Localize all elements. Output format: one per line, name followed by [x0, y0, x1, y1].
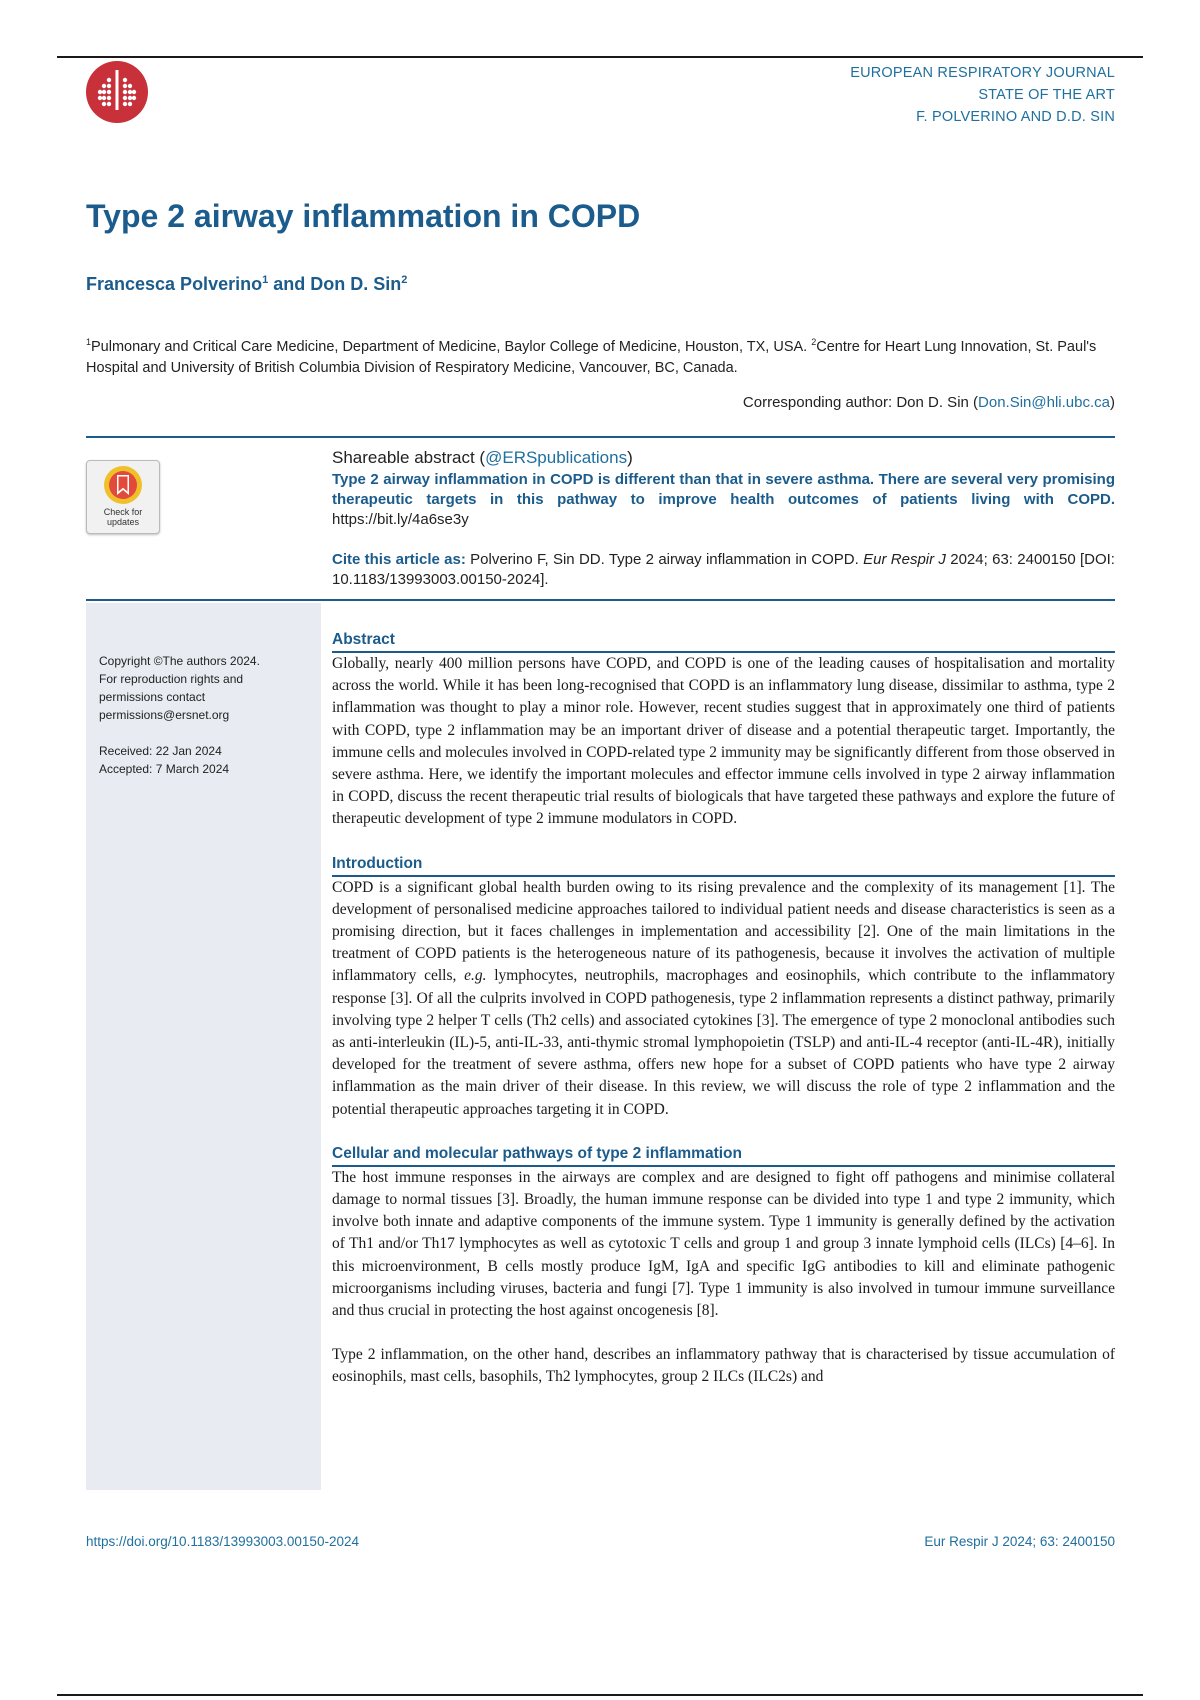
- affil1-marker: 1: [86, 337, 92, 347]
- journal-name: EUROPEAN RESPIRATORY JOURNAL: [850, 65, 1115, 81]
- shareable-text-block: [332, 470, 1115, 530]
- shareable-heading: [332, 448, 1115, 468]
- type2-inflammation-text: Type 2 inflammation, on the other hand, describes an inflammatory pathway that is characterised by tissue accumulation of eosinophils, mast cells, basophils, Th2 lymphocytes, group 2 ILCs (ILC2s) and: [332, 1346, 1115, 1386]
- copyright-line-2: For reproduction rights and: [99, 672, 244, 686]
- cellular-pathways-text: The host immune responses in the airways are complex and are designed to fight off pathogens and minimise collateral damage to normal tissues [3]. Broadly, the human immune response can be divided into type 1 and type 2 immunity, which involve both innate and adaptive components of the immune system. Type 1 immunity is generally defined by the activation of Th1 and/or Th17 lymphocytes as well as cytotoxic T cells and group 1 and group 3 innate lymphoid cells (ILCs) [4–6]. In this microenvironment, B cells mostly produce IgM, IgA and specific IgG antibodies to kill and eliminate pathogenic microorganisms including viruses, bacteria and fungi [7]. Type 1 immunity is also involved in tumour immune surveillance and thus crucial in protecting the host against oncogenesis [8].: [332, 1168, 1115, 1320]
- author1-affil-marker: 1: [262, 274, 269, 286]
- bottom-rule: [57, 1694, 1143, 1696]
- abstract-heading: Abstract: [332, 629, 1115, 653]
- corresponding-email-link[interactable]: Don.Sin@hli.ubc.ca: [978, 394, 1110, 411]
- cellular-pathways-heading: Cellular and molecular pathways of type 2 inflammation: [332, 1143, 1115, 1167]
- shareable-heading-prefix: Shareable abstract (: [332, 448, 486, 467]
- author-polverino[interactable]: Francesca Polverino: [86, 274, 263, 294]
- cite-text: Polverino F, Sin DD. Type 2 airway inflammation in COPD.: [470, 551, 859, 568]
- intro-text-part-a: COPD is a significant global health burden owing to its rising prevalence and the complexity of its management [1]. The development of personalised medicine approaches tailored to individual patient needs and disease characteristics is seen as a promising direction, but it faces challenges in implementation and accessibility [2]. One of the main limitations in the treatment of COPD patients is the heterogeneous nature of its pathogenesis, because it involves the activation of multiple inflammatory cells,: [332, 878, 1115, 985]
- shareable-text: Type 2 airway inflammation in COPD is different than that in severe asthma. There are several very promising therapeutic targets in this pathway to improve health outcomes of patients living with COPD.: [332, 471, 1115, 508]
- permissions-email-link[interactable]: permissions@ersnet.org: [99, 708, 230, 722]
- running-authors: F. POLVERINO AND D.D. SIN: [916, 109, 1115, 125]
- cite-label: Cite this article as:: [332, 551, 466, 568]
- author-joiner: and: [268, 274, 311, 294]
- article-title: Type 2 airway inflammation in COPD: [86, 198, 641, 234]
- footer-doi-link[interactable]: https://doi.org/10.1183/13993003.00150-2024: [86, 1534, 359, 1549]
- introduction-heading: Introduction: [332, 853, 1115, 877]
- copyright-line-1: Copyright ©The authors 2024.: [99, 654, 260, 668]
- author-sin[interactable]: Don D. Sin: [310, 274, 402, 294]
- corresponding-prefix: Corresponding author: Don D. Sin (: [742, 394, 979, 411]
- shareable-heading-suffix: ): [627, 448, 633, 467]
- footer-citation: Eur Respir J 2024; 63: 2400150: [924, 1534, 1115, 1549]
- ers-logo: [85, 60, 149, 124]
- received-date: Received: 22 Jan 2024: [99, 744, 222, 758]
- divider-top: [86, 436, 1115, 438]
- abstract-text: Globally, nearly 400 million persons have COPD, and COPD is one of the leading causes of hospitalisation and mortality across the world. While it has been long-recognised that COPD is an inflammatory lung disease, dissimilar to asthma, type 2 inflammation was thought to play a minor role. However, recent studies suggest that in approximately one third of patients with COPD, type 2 inflammation may be an important driver of disease and a potential therapeutic target. Importantly, the immune cells and molecules involved in COPD-related type 2 immunity may be significantly different from those observed in severe asthma. Here, we identify the important molecules and effector immune cells involved in type 2 airway inflammation in COPD, discuss the recent therapeutic trial results of biologicals that have targeted these pathways and explore the future of therapeutic development of type 2 immune modulators in COPD.: [332, 655, 1115, 828]
- journal-header: [850, 62, 1115, 128]
- intro-italic: e.g.: [464, 967, 487, 985]
- cite-details: 2024; 63: 2400150 [DOI: 10.1183/13993003.00150-2024].: [332, 551, 1115, 588]
- author-list: [86, 274, 407, 295]
- intro-text-part-b: lymphocytes, neutrophils, macrophages and eosinophils, which contribute to the inflammatory response [3]. Of all the culprits involved in COPD pathogenesis, type 2 inflammation represents a distinct pathway, primarily involving type 2 helper T cells (Th2 cells) and associated cytokines [3]. The emergence of type 2 monoclonal antibodies such as anti-interleukin (IL)-5, anti-IL-33, anti-thymic stromal lymphopoietin (TSLP) and anti-IL-4 receptor (anti-IL-4R), initially developed for the treatment of severe asthma, offers new hope for a subset of COPD patients who have type 2 airway inflammation as the main driver of their disease. In this review, we will discuss the role of type 2 inflammation and the potential therapeutic approaches targeting it in COPD.: [332, 967, 1116, 1118]
- main-body: [332, 629, 1115, 1389]
- affiliation-2: Centre for Heart Lung Innovation, St. Paul's Hospital and University of British Columbia Division of Respiratory Medicine, Vancouver, BC, Canada.: [86, 338, 1097, 376]
- affiliation-1: Pulmonary and Critical Care Medicine, Department of Medicine, Baylor College of Medicine, Houston, TX, USA.: [91, 338, 808, 355]
- shareable-abstract: [332, 448, 1115, 530]
- copyright-line-3: permissions contact: [99, 690, 206, 704]
- sidebar-info: [99, 652, 299, 778]
- top-rule: [57, 56, 1143, 58]
- divider-bottom: [86, 599, 1115, 601]
- ers-handle-link[interactable]: @ERSpublications: [485, 448, 628, 467]
- badge-label: Check for updates: [103, 507, 143, 527]
- bookmark-icon: [87, 461, 159, 511]
- article-type: STATE OF THE ART: [978, 87, 1115, 103]
- affil2-marker: 2: [811, 337, 817, 347]
- affiliations: [86, 332, 1115, 379]
- cite-journal: Eur Respir J: [863, 551, 946, 568]
- author2-affil-marker: 2: [401, 274, 408, 286]
- corresponding-author: [743, 394, 1115, 411]
- citation-block: [332, 550, 1115, 590]
- check-for-updates-badge[interactable]: [86, 460, 160, 534]
- short-url-link[interactable]: https://bit.ly/4a6se3y: [332, 511, 469, 528]
- accepted-date: Accepted: 7 March 2024: [99, 762, 230, 776]
- introduction-text: [332, 877, 1115, 1121]
- corresponding-suffix: ): [1110, 394, 1115, 411]
